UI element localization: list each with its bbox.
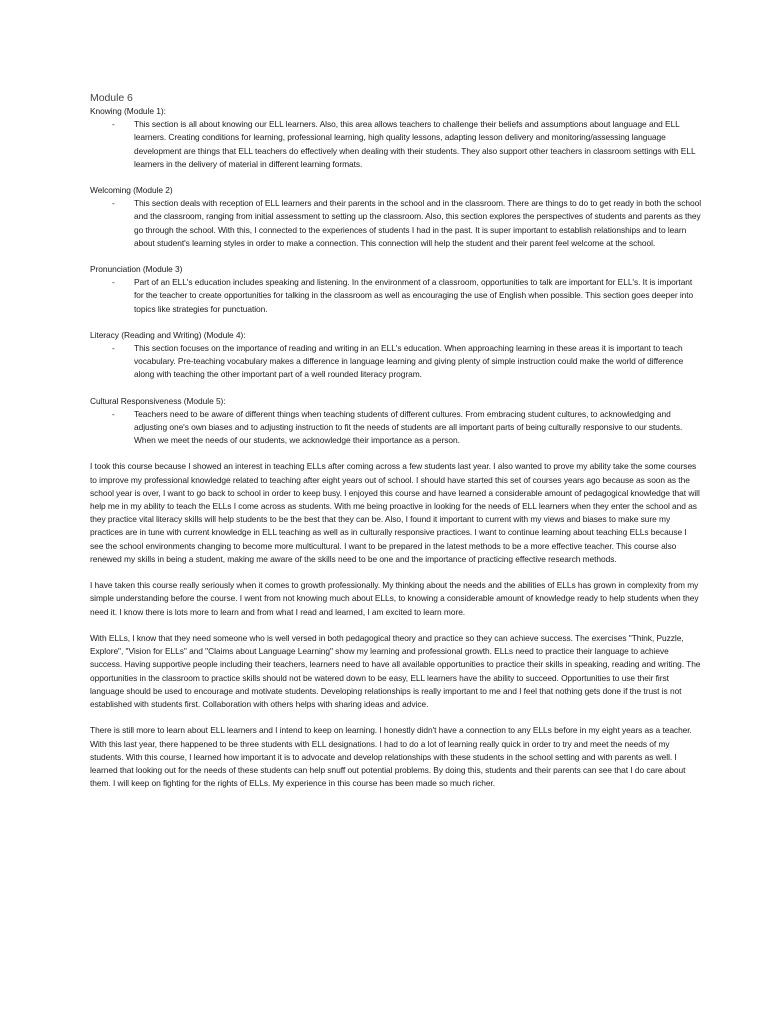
bullet-text: This section deals with reception of ELL learners and their parents in the school and in the classroom. There are things to do to get ready in both the school and the classroom, ranging from initial assessment to setting up the classroom. Also, this section explores the perspectives of students and parents as they go through the school. With this, I connected to the experiences of students I had in the past. It is super important to establish relationships and to learn about student's learning styles in order to make a connection. This connection will help the student and their parent feel welcome at the school. bbox=[134, 198, 702, 248]
bullet-item bbox=[90, 118, 702, 171]
section-literacy bbox=[90, 329, 702, 382]
bullet-dash: - bbox=[112, 198, 115, 209]
reflection-paragraph: There is still more to learn about ELL learners and I intend to keep on learning. I honestly didn't have a connection to any ELLs before in my eight years as a teacher. With this last year, there happened to be three students with ELL designations. I had to do a lot of learning really quick in order to try and meet the needs of my students. With this course, I learned how important it is to advocate and develop relationships with these students in the school setting and with parents as well. I learned that looking out for the needs of these students can help snuff out potential problems. By doing this, students and their parents can see that I do care about them. I will keep on fighting for the rights of ELLs. My experience in this course has been made so much richer. bbox=[90, 725, 692, 789]
section-heading: Literacy (Reading and Writing) (Module 4): bbox=[90, 329, 246, 340]
bullet-item bbox=[90, 408, 702, 448]
bullet-dash: - bbox=[112, 408, 115, 419]
document-page bbox=[90, 92, 702, 804]
section-knowing bbox=[90, 105, 702, 171]
bullet-item bbox=[90, 342, 702, 382]
bullet-text: This section focuses on the importance of reading and writing in an ELL's education. When approaching learning in these areas it is important to teach vocabulary. Pre-teaching vocabulary makes a difference in language learning and giving plenty of simple instruction could make the world of difference along with teaching the other important part of a well rounded literacy program. bbox=[134, 343, 684, 380]
section-heading: Pronunciation (Module 3) bbox=[90, 264, 183, 275]
bullet-text: Part of an ELL's education includes speaking and listening. In the environment of a classroom, opportunities to talk are important for ELL's. It is important for the teacher to create opportunities for talking in the classroom as well as encouraging the use of English when possible. This section goes deeper into topics like strategies for punctuation. bbox=[134, 277, 694, 314]
bullet-text: Teachers need to be aware of different things when teaching students of different cultures. From embracing student cultures, to acknowledging and adjusting one's own biases and to adjusting instruction to fit the needs of students are all important parts of being culturally responsive to our students. When we meet the needs of our students, we acknowledge their importance as a person. bbox=[134, 408, 683, 446]
reflection-paragraph: I took this course because I showed an interest in teaching ELLs after coming across a few students last year. I also wanted to prove my ability take the some courses to improve my professional knowledge related to teaching after eight years out of school. I should have started this set of courses years ago because as soon as the school year is over, I want to go back to school in order to keep busy. I enjoyed this course and have learned a considerable amount of pedagogical knowledge that will help me in my ability to teach the ELLs I come across as students. With me being proactive in looking for the needs of ELL learners when they enter the school and as they practice vital literacy skills will help students to be the best that they can be. Also, I found it important to current with my views and biases to make sure my practices are in tune with current knowledge in ELL teaching as well as in culturally responsive practices. I want to continue learning about teaching ELLs because I see the school environments changing to become more multicultural. I want to be prepared in the latest methods to be a more effective teacher. This course also renewed my skills in being a student, making me aware of the skills need to be one and the importance of practicing effective research methods. bbox=[90, 461, 700, 564]
section-welcoming bbox=[90, 184, 702, 250]
section-heading: Welcoming (Module 2) bbox=[90, 185, 173, 196]
bullet-dash: - bbox=[112, 277, 115, 288]
reflection-paragraph: I have taken this course really seriously when it comes to growth professionally. My thinking about the needs and the abilities of ELLs has grown in complexity from my simple understanding before the course. I went from not knowing much about ELLs, to knowing a considerable amount of knowledge ready to help students when they need it. I know there is lots more to learn and from what I read and learned, I am excited to learn more. bbox=[90, 580, 699, 617]
bullet-item bbox=[90, 276, 702, 316]
bullet-item bbox=[90, 197, 702, 250]
section-pronunciation bbox=[90, 263, 702, 316]
document-title: Module 6 bbox=[90, 92, 133, 104]
bullet-dash: - bbox=[112, 119, 115, 130]
bullet-text: This section is all about knowing our ELL learners. Also, this area allows teachers to challenge their beliefs and assumptions about language and ELL learners. Creating conditions for learning, professional learning, high quality lessons, adapting lesson delivery and monitoring/assessing language development are things that ELL teachers do effectively when dealing with their students. They also support other teachers in classroom settings with ELL learners in the delivery of material in different learning formats. bbox=[134, 119, 696, 169]
section-heading: Cultural Responsiveness (Module 5): bbox=[90, 395, 226, 406]
section-heading: Knowing (Module 1): bbox=[90, 106, 166, 116]
reflection-paragraph: With ELLs, I know that they need someone who is well versed in both pedagogical theory and practice so they can achieve success. The exercises "Think, Puzzle, Explore", "Vision for ELLs" and "Claims about Language Learning" show my learning and professional growth. ELLs need to practice their language to achieve success. Having supportive people including their teachers, learners need to have all available opportunities to practice their skills in speaking, reading and writing. The opportunities in the classroom to practice skills should not be watered down to be easy, ELL learners have the ability to succeed. Opportunities to use their first language should be used to encourage and motivate students. Developing relationships is really important to me and I feel that nothing gets done if the trust is not established with students first. Collaboration with others helps with sharing ideas and advice. bbox=[90, 633, 701, 710]
bullet-dash: - bbox=[112, 343, 115, 354]
section-cultural-responsiveness bbox=[90, 395, 702, 448]
